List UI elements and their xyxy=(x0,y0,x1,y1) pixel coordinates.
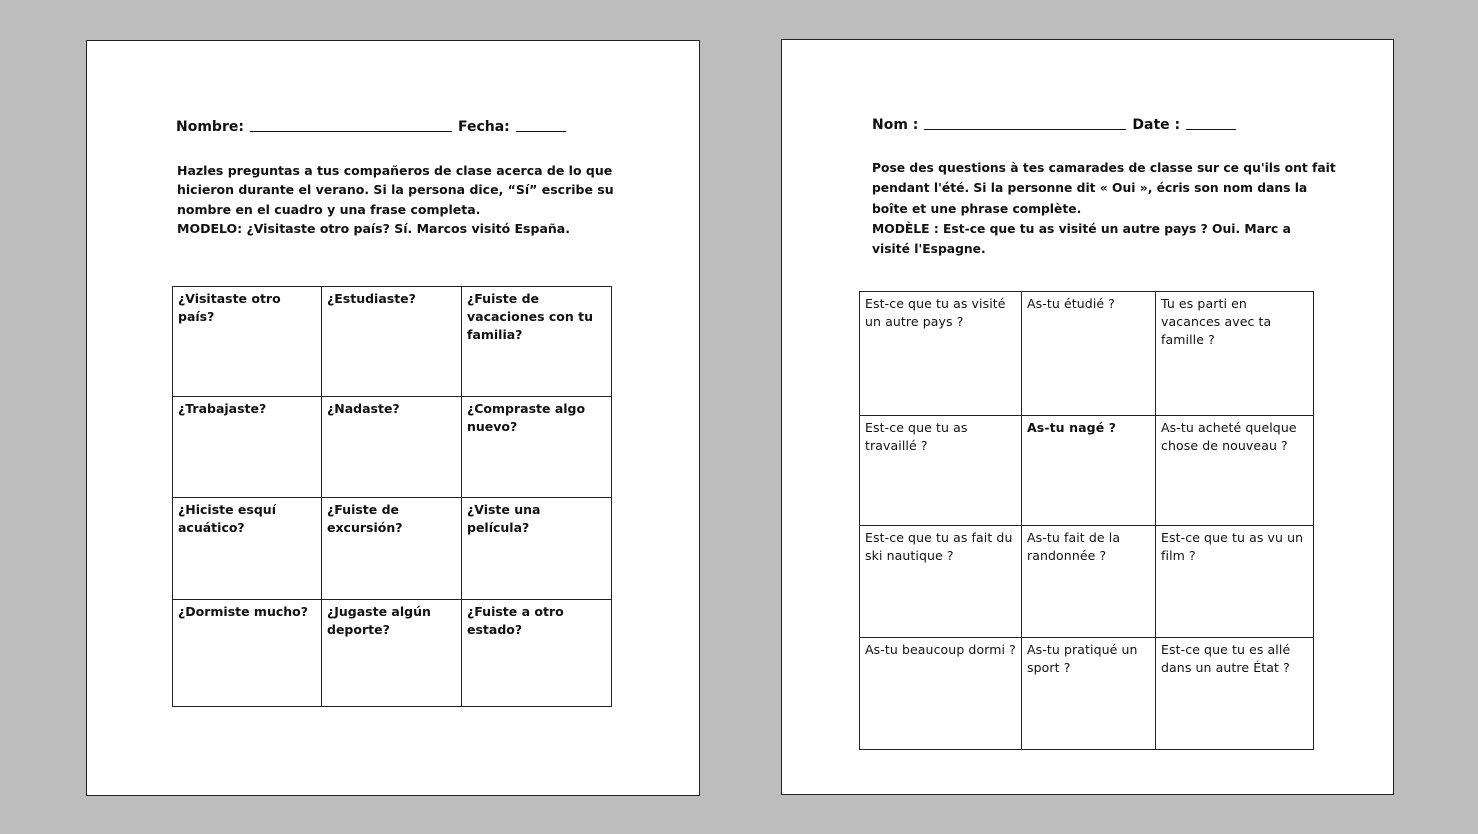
grid-cell[interactable]: As-tu pratiqué un sport ? xyxy=(1022,638,1156,750)
name-blank xyxy=(924,129,1126,130)
grid-cell[interactable]: As-tu nagé ? xyxy=(1022,416,1156,526)
grid-cell[interactable]: ¿Viste una película? xyxy=(462,498,612,600)
grid-row xyxy=(860,526,1314,638)
grid-cell[interactable]: ¿Fuiste de vacaciones con tu familia? xyxy=(462,287,612,397)
question-grid xyxy=(172,286,612,707)
grid-cell[interactable]: ¿Visitaste otro país? xyxy=(173,287,322,397)
instructions xyxy=(872,158,1372,259)
date-label: Fecha: xyxy=(457,119,510,135)
grid-row xyxy=(860,638,1314,750)
grid-row xyxy=(173,287,612,397)
grid-row xyxy=(173,397,612,498)
grid-cell[interactable]: Est-ce que tu as visité un autre pays ? xyxy=(860,292,1022,416)
instructions xyxy=(177,161,657,239)
grid-cell[interactable]: As-tu étudié ? xyxy=(1022,292,1156,416)
grid-row xyxy=(860,292,1314,416)
grid-cell[interactable]: ¿Fuiste de excursión? xyxy=(322,498,462,600)
grid-cell[interactable]: Est-ce que tu as fait du ski nautique ? xyxy=(860,526,1022,638)
name-date-line xyxy=(176,119,572,135)
instruction-line: hicieron durante el verano. Si la persona dice, “Sí” escribe su xyxy=(177,182,614,198)
name-date-line xyxy=(872,117,1242,133)
grid-cell[interactable]: Tu es parti en vacances avec ta famille ? xyxy=(1156,292,1314,416)
grid-cell[interactable]: ¿Nadaste? xyxy=(322,397,462,498)
grid-cell[interactable]: As-tu beaucoup dormi ? xyxy=(860,638,1022,750)
grid-cell[interactable]: ¿Fuiste a otro estado? xyxy=(462,600,612,707)
model-example: MODÈLE : Est-ce que tu as visité un autre pays ? Oui. Marc a xyxy=(872,221,1291,236)
spanish-worksheet-page xyxy=(86,40,700,796)
grid-cell[interactable]: ¿Dormiste mucho? xyxy=(173,600,322,707)
model-example-continued: visité l'Espagne. xyxy=(872,242,986,257)
model-example: MODELO: ¿Visitaste otro país? Sí. Marcos visitó España. xyxy=(177,221,570,237)
date-blank xyxy=(1186,129,1236,130)
instruction-line: pendant l'été. Si la personne dit « Oui », écris son nom dans la xyxy=(872,181,1308,196)
instruction-line: nombre en el cuadro y una frase completa. xyxy=(177,201,481,217)
instruction-line: Hazles preguntas a tus compañeros de clase acerca de lo que xyxy=(177,163,613,178)
grid-cell[interactable]: Est-ce que tu as vu un film ? xyxy=(1156,526,1314,638)
grid-row xyxy=(173,600,612,707)
grid-cell[interactable]: As-tu acheté quelque chose de nouveau ? xyxy=(1156,416,1314,526)
instruction-line: Pose des questions à tes camarades de classe sur ce qu'ils ont fait xyxy=(872,161,1336,175)
grid-row xyxy=(173,498,612,600)
french-worksheet-page xyxy=(781,39,1394,795)
grid-cell[interactable]: ¿Jugaste algún deporte? xyxy=(322,600,462,707)
grid-row xyxy=(860,416,1314,526)
grid-cell[interactable]: ¿Hiciste esquí acuático? xyxy=(173,498,322,600)
name-label: Nombre: xyxy=(176,119,244,135)
instruction-line: boîte et une phrase complète. xyxy=(872,201,1082,216)
name-blank xyxy=(250,131,452,132)
grid-cell[interactable]: ¿Trabajaste? xyxy=(173,397,322,498)
name-label: Nom : xyxy=(872,117,919,133)
date-label: Date : xyxy=(1132,117,1181,133)
date-blank xyxy=(516,131,566,132)
grid-cell[interactable]: ¿Estudiaste? xyxy=(322,287,462,397)
grid-cell[interactable]: Est-ce que tu as travaillé ? xyxy=(860,416,1022,526)
grid-cell[interactable]: ¿Compraste algo nuevo? xyxy=(462,397,612,498)
question-grid xyxy=(859,291,1314,750)
grid-cell[interactable]: As-tu fait de la randonnée ? xyxy=(1022,526,1156,638)
grid-cell[interactable]: Est-ce que tu es allé dans un autre État ? xyxy=(1156,638,1314,750)
